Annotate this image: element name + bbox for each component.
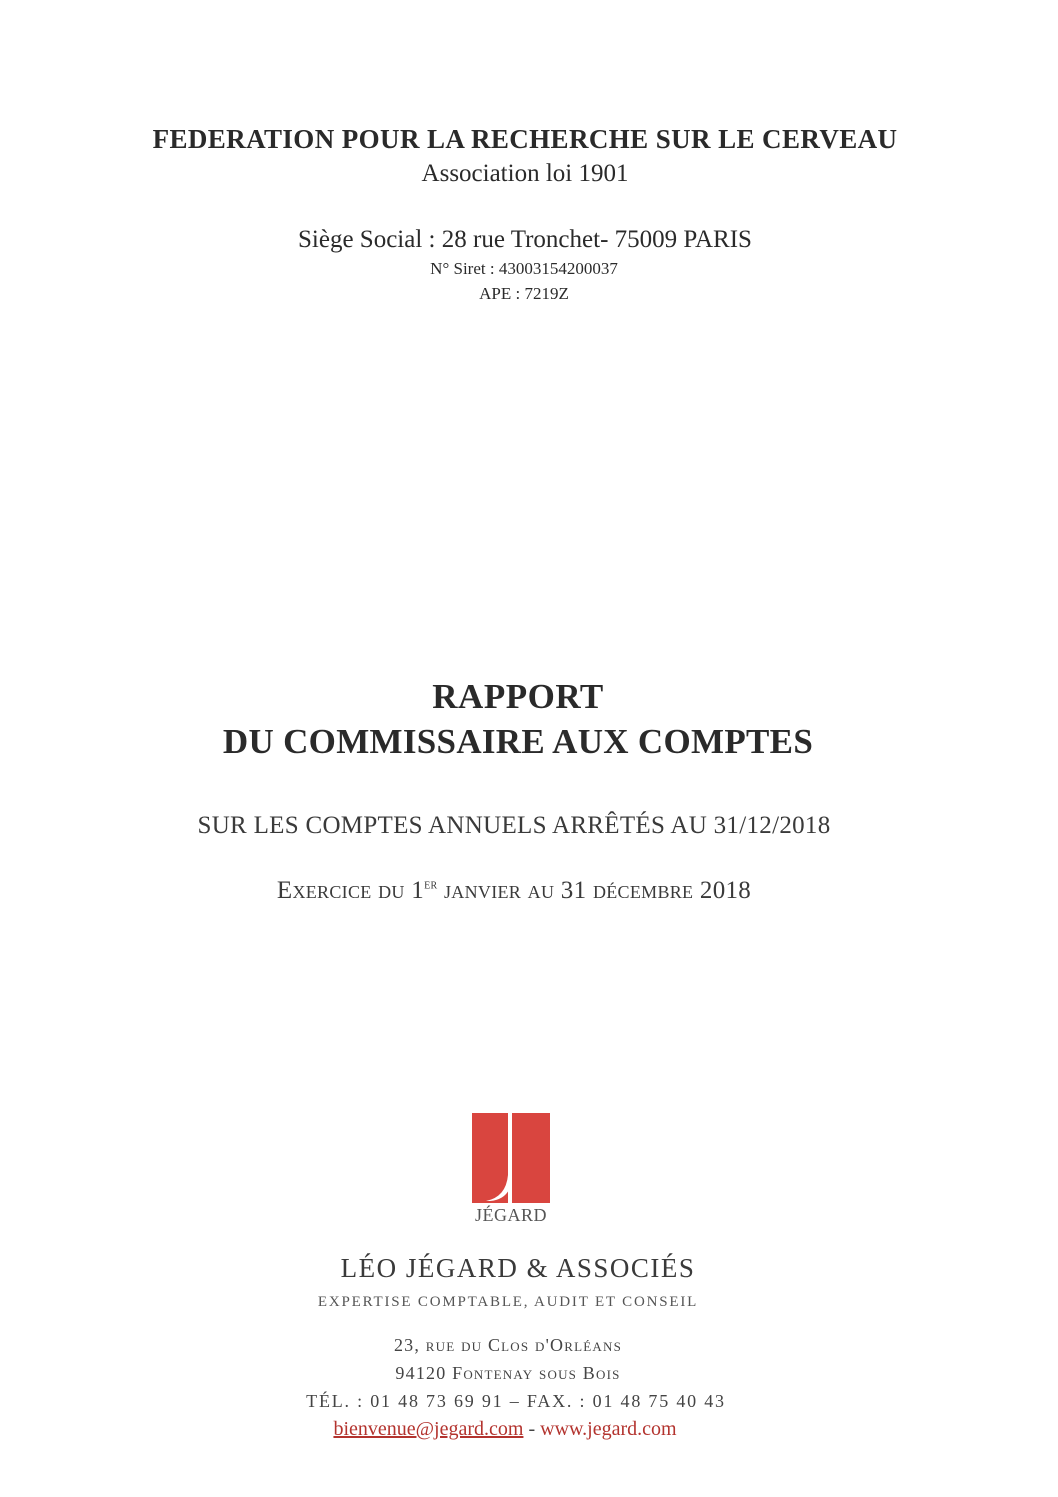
- report-title-line1: RAPPORT: [432, 677, 604, 716]
- report-exercise-period: [0, 877, 1028, 905]
- firm-web-contacts: [0, 1418, 1010, 1441]
- logo-caption: JÉGARD: [474, 1205, 547, 1225]
- report-subtitle: SUR LES COMPTES ANNUELS ARRÊTÉS AU 31/12/2018: [197, 812, 831, 839]
- firm-address-line1: 23, rue du Clos d'Orléans: [393, 1335, 623, 1355]
- registered-office: Siège Social : 28 rue Tronchet- 75009 PARIS: [298, 226, 752, 253]
- email-link[interactable]: bienvenue@jegard.com: [333, 1418, 524, 1440]
- organization-name: FEDERATION POUR LA RECHERCHE SUR LE CERVEAU: [152, 124, 898, 154]
- exercise-superscript: er: [424, 877, 438, 893]
- firm-name: LÉO JÉGARD & ASSOCIÉS: [340, 1253, 696, 1283]
- contact-separator: -: [523, 1418, 541, 1440]
- exercise-prefix: Exercice du 1: [276, 877, 425, 904]
- jegard-logo-icon: [472, 1113, 550, 1203]
- firm-address-line2: 94120 Fontenay sous Bois: [395, 1363, 621, 1383]
- firm-phone-fax: TÉL. : 01 48 73 69 91 – FAX. : 01 48 75 40 43: [306, 1391, 726, 1411]
- exercise-suffix: janvier au 31 décembre 2018: [437, 877, 752, 904]
- ape-code: APE : 7219Z: [479, 284, 569, 303]
- legal-form: Association loi 1901: [421, 160, 629, 187]
- website-link[interactable]: www.jegard.com: [540, 1418, 677, 1440]
- report-title-line2: DU COMMISSAIRE AUX COMPTES: [222, 722, 814, 761]
- firm-activity: EXPERTISE COMPTABLE, AUDIT ET CONSEIL: [317, 1294, 699, 1310]
- logo-block-right: [512, 1113, 550, 1203]
- logo-block-left: [472, 1113, 508, 1203]
- siret-number: N° Siret : 43003154200037: [430, 259, 618, 278]
